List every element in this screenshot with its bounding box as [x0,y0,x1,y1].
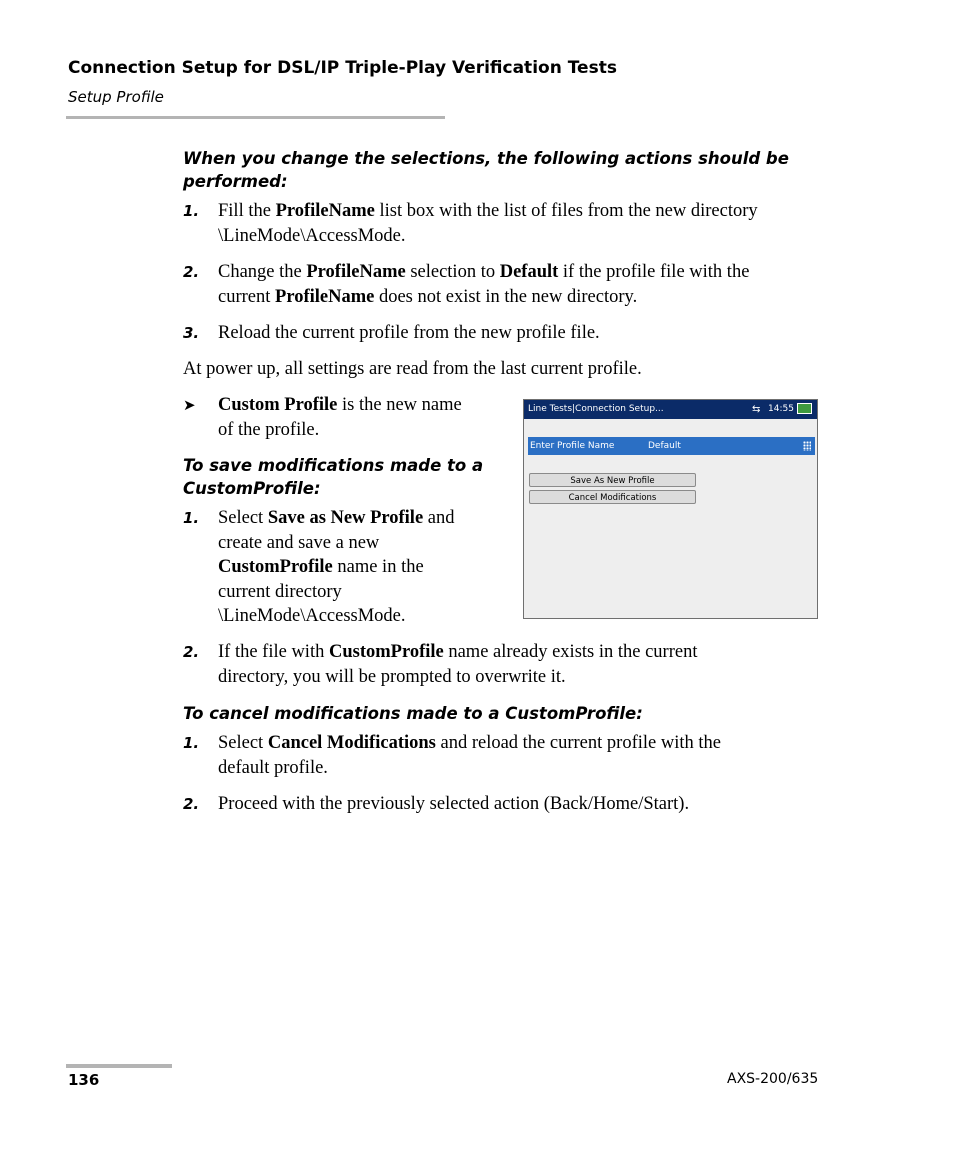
profile-name-field[interactable] [528,437,815,455]
step-text: Reload the current profile from the new profile file. [218,323,600,343]
list-item [0,792,954,818]
bullet-text: Custom Profile is the new name of the profile. [218,395,462,440]
step-number: 2. [183,643,200,661]
profile-name-value: Default [648,441,681,451]
page-header-title: Connection Setup for DSL/IP Triple-Play Verification Tests [68,58,617,78]
section-heading-change-selections: When you change the selections, the following actions should be performed: [183,149,789,191]
step-number: 1. [183,202,200,220]
save-as-new-profile-button[interactable]: Save As New Profile [529,473,696,487]
step-text: Select Cancel Modifications and reload the current profile with the default profile. [218,733,721,778]
profile-name-label: Enter Profile Name [530,441,615,451]
section-heading-cancel-modifications: To cancel modifications made to a CustomProfile: [183,704,643,723]
list-item [0,731,954,781]
step-text: Change the ProfileName selection to Default if the profile file with the current ProfileName does not exist in the new directory. [218,262,750,307]
step-number: 1. [183,734,200,752]
network-icon: ⇆ [752,404,761,415]
step-text: If the file with CustomProfile name already exists in the current directory, you will be prompted to overwrite it. [218,642,698,687]
step-number: 3. [183,324,200,342]
power-up-note: At power up, all settings are read from the last current profile. [183,359,642,379]
step-text: Select Save as New Profile and create and save a new CustomProfile name in the current directory \LineMode\AccessMode. [218,508,455,626]
list-item [0,199,954,246]
step-number: 1. [183,509,200,527]
list-item [0,640,954,690]
step-text: Proceed with the previously selected action (Back/Home/Start). [218,794,690,814]
device-title-bar [524,400,817,419]
list-item [0,321,954,347]
battery-icon [797,403,812,414]
product-model: AXS-200/635 [727,1071,819,1087]
step-text: Fill the ProfileName list box with the list of files from the new directory \LineMode\AccessMode. [218,201,758,246]
list-item [0,260,954,307]
cancel-modifications-button[interactable]: Cancel Modifications [529,490,696,504]
step-number: 2. [183,263,200,281]
page-number: 136 [68,1071,100,1089]
grid-menu-icon[interactable] [803,441,811,451]
section-heading-save-modifications: To save modifications made to a CustomProfile: [183,456,484,498]
device-clock: 14:55 [768,404,794,414]
arrow-bullet-icon: ➤ [183,396,196,414]
device-screenshot [523,399,818,619]
list-item [0,393,520,443]
page-header-subtitle: Setup Profile [68,88,164,106]
list-item [0,506,520,630]
device-title: Line Tests|Connection Setup... [528,404,664,414]
step-number: 2. [183,795,200,813]
header-divider [66,116,445,119]
footer-divider [66,1064,172,1068]
